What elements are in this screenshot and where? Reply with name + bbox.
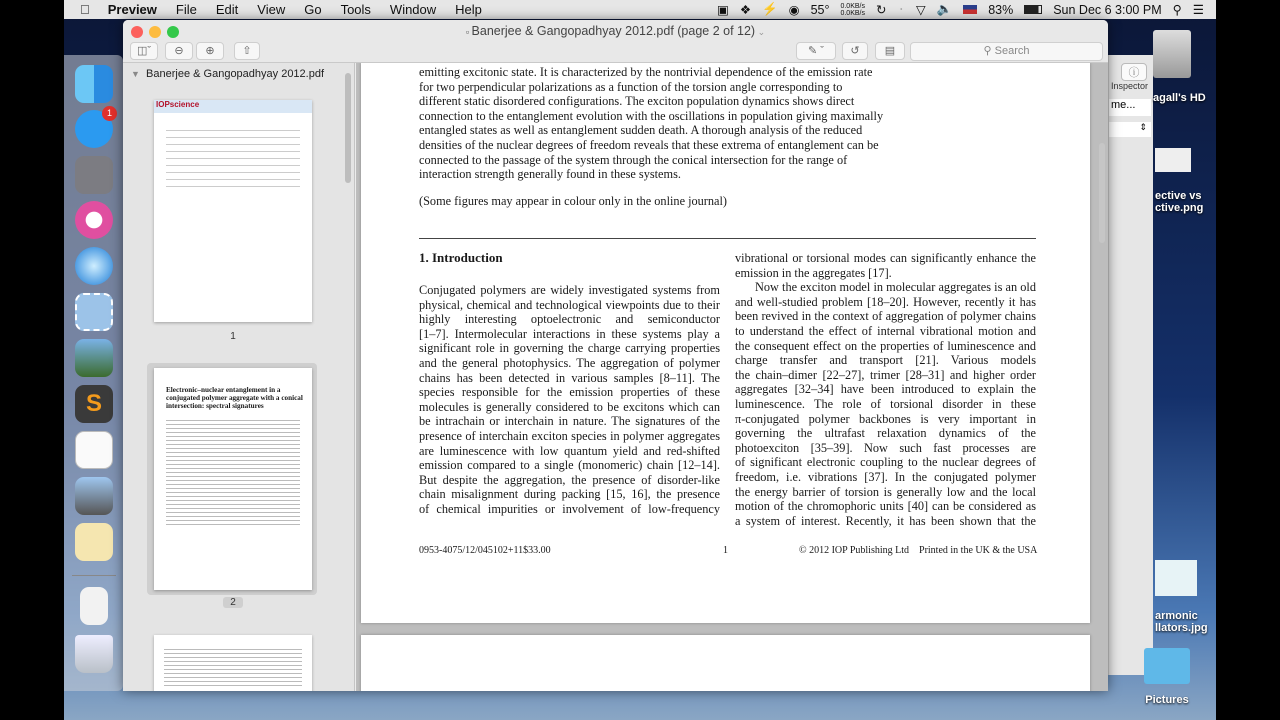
left-column-line: chain misalignment during packing [15, 16], the presence [419,487,720,502]
right-column-line: motion of the chromophoric units [40] can be considered as [735,499,1036,514]
toolbar [123,42,1108,63]
menu-app-preview[interactable]: Preview [98,2,148,17]
right-column-line: photoexciton [35–39]. Now such fast processes are [735,440,1036,455]
share-button[interactable]: ⇧ [234,42,260,60]
page-number-2: 2 [223,597,243,608]
finder-icon[interactable] [75,65,113,103]
hard-drive-icon [1153,30,1191,78]
net-up: 0.0KB/s [840,2,865,10]
textedit-icon[interactable] [75,431,113,469]
search-icon: ⚲ [983,45,995,57]
itunes-icon[interactable] [75,201,113,239]
right-column-line: been revived in the context of aggregation of polymer chains [735,309,1036,324]
left-column-line: physical, chemical and technological viewpoints due to their [419,297,720,312]
volume-icon[interactable]: 🔈 [936,2,953,16]
folder-label: Pictures [1145,694,1189,706]
menu-bar [64,0,1216,19]
right-column-line: the consequent effect on the properties of luminescence and [735,338,1036,353]
apple-menu-icon[interactable] [80,2,90,17]
zoom-out-button[interactable]: ⊖ [165,42,193,60]
clock[interactable]: Sun Dec 6 3:00 PM [1053,2,1162,17]
inspector-panel [1108,55,1153,675]
preview-icon[interactable] [75,339,113,377]
inspector-label: Inspector [1111,81,1149,91]
desktop-hd[interactable] [1153,30,1219,104]
sidebar-toggle-button[interactable]: ◫ˇ [130,42,158,60]
abstract-line: densities of the nuclear degrees of freedom reveals that these extrema of entanglement can be [419,138,879,152]
page-thumbnail-3[interactable] [154,635,312,691]
dock [64,55,123,691]
network-speed[interactable] [840,3,865,17]
info-icon[interactable]: ⓘ [1121,63,1147,81]
right-column-line: governing the ultrafast relaxation dynamics of the [735,426,1036,441]
disclosure-triangle-icon[interactable]: ▼ [131,69,140,79]
window-title-text: Banerjee & Gangopadhyay 2012.pdf (page 2 of 12) [471,24,756,38]
thumb-iop-header [154,100,312,113]
notification-center-icon[interactable]: ☰ [1192,3,1204,17]
abstract-line: entangled states as well as entanglement sudden death. A thorough analysis of the reduced [419,123,863,138]
dropbox-icon[interactable]: ❖ [739,3,752,17]
iop-logo: IOPscience [156,100,200,109]
pdf-page-2 [361,63,1090,623]
pdf-page-3 [361,635,1090,691]
right-column-line: emission in the aggregates [17]. [735,265,892,280]
chevron-down-icon: ⌄ [755,27,766,37]
title-bar [123,20,1108,42]
colour-note: (Some figures may appear in colour only in the online journal) [419,194,728,208]
app-store-icon[interactable] [75,110,113,148]
abstract-line: interaction strength generally found in these systems. [419,167,681,182]
thumb2-title: Electronic–nuclear entanglement in a conjugated polymer aggregate with a conical intersection: spectral signatures [166,386,303,410]
right-column-line: and well-studied problem [18–20]. However, recently it has [735,294,1036,309]
hd-label: agall's HD [1153,92,1206,104]
left-column-line: of chemical impurities or involvement of low-frequency [419,502,720,516]
right-column-line: the energy barrier of torsion is generally low and the local [735,484,1036,499]
abstract-line: emitting excitonic state. It is characterized by the nontrivial dependence of the emission rate [419,65,873,79]
thumb-text [166,418,300,528]
right-column-line: charge transfer and transport [21]. Various models [735,353,1036,368]
safari-icon[interactable] [75,247,113,285]
left-column-line: species responsible for the emission properties of these [419,385,720,400]
menu-window[interactable]: Window [380,2,427,17]
rotate-button[interactable]: ↺ [842,42,868,60]
left-column-line: molecules is generally considered to be excitons which can [419,399,720,414]
right-column-line: Now the exciton model in molecular aggregates is an old [755,280,1036,295]
page-thumbnail-2[interactable] [154,368,312,590]
zoom-in-button[interactable]: ⊕ [196,42,224,60]
section-rule [419,238,1036,239]
markup-pen-button[interactable]: ✎ ˇ [796,42,836,60]
name-field[interactable]: me... [1109,99,1151,116]
screen-record-icon[interactable]: ▣ [717,3,729,17]
right-column-line: of significant electronic coupling to the nuclear degrees of [735,455,1036,470]
imovie-icon[interactable] [75,477,113,515]
weather-temp[interactable]: 55° [810,2,830,17]
left-column-line: presence of interchain exciton species in polymer aggregates [419,429,720,443]
net-down: 0.0KB/s [840,9,865,17]
left-column-line: Conjugated polymers are widely investigated systems from [419,283,720,297]
documents-stack-icon[interactable] [80,587,108,625]
app-store-badge: 1 [102,106,117,121]
desktop-pictures-folder[interactable] [1132,648,1202,706]
menu-help[interactable]: Help [445,2,473,17]
abstract-line: connection to the entanglement evolution with the oscillations in population giving maximally [419,108,884,123]
desktop-jpg-file[interactable] [1155,560,1221,634]
system-preferences-icon[interactable] [75,156,113,194]
left-column-line: But despite the aggregation, the presence of disorder-like [419,472,720,487]
png-label: ective vs ctive.png [1155,190,1204,214]
right-column-line: aggregates [32–34] have been introduced to explain the [735,382,1036,397]
document-scrollbar[interactable] [1099,143,1105,243]
sublime-text-icon[interactable]: S [75,385,113,423]
trash-icon[interactable] [75,635,113,673]
section-heading: 1. Introduction [419,250,503,265]
battery-percent[interactable]: 83% [988,2,1014,17]
battery-icon [1024,5,1042,14]
thumb-text [164,647,302,687]
thumbnail-sidebar [123,63,355,691]
left-column-line: [1–7]. Intermolecular interactions in these systems play a [419,326,720,341]
right-column-line: the chain–dimer [22–27], trimer [28–31] and higher order [735,367,1036,382]
page-number-1: 1 [230,331,236,342]
abstract-line: connected to the passage of the system through the conical intersection for the range of [419,152,848,167]
menu-edit[interactable]: Edit [206,2,229,17]
pdf-file-icon: ▫ [465,27,472,37]
image-thumbnail-icon [1155,560,1197,596]
sidebar-scrollbar[interactable] [345,73,351,183]
right-column-line: π-conjugated polymer backbones is very important in [735,411,1036,426]
menu-view[interactable]: View [247,2,276,17]
document-view [356,63,1108,691]
left-column-line: are luminescence with low quantum yield and red-shifted [419,443,720,458]
menu-go[interactable]: Go [294,2,312,17]
left-column-line: chains has been detected in various samples [8–11]. The [419,370,720,385]
search-placeholder: Search [994,45,1030,57]
thumb-text [166,127,300,187]
stepper-select[interactable]: ⇕ [1109,122,1151,137]
flag-icon[interactable] [963,5,977,14]
window-title[interactable] [123,24,1108,38]
bolt-icon[interactable]: ⚡ [762,2,778,16]
folder-icon [1144,648,1190,684]
pages-icon[interactable] [75,523,113,561]
right-column-line: to understand the effect of internal vibrational motion and [735,324,1036,338]
toolbox-button[interactable]: ▤ [875,42,905,60]
abstract-line: different static disordered configurations. The exciton population dynamics shows direct [419,94,855,109]
left-column-line: be intrachain or interchain in nature. The signatures of the [419,414,720,429]
left-column-line: highly interesting optoelectronic and semiconductor [419,312,720,327]
left-column-line: significant role in governing the charge carrying properties [419,341,720,356]
sidebar-file-name: Banerjee & Gangopadhyay 2012.pdf [146,68,325,80]
footer-copyright: © 2012 IOP Publishing Ltd Printed in the UK & the USA [799,545,1038,556]
abstract-line: for two perpendicular polarizations as a function of the torsion angle corresponding to [419,79,843,94]
search-input[interactable] [910,42,1103,61]
wifi-icon[interactable]: ▽ [915,3,926,17]
footer-page-number: 1 [723,545,728,556]
spotlight-icon[interactable]: ⚲ [1172,3,1182,17]
right-column-line: a system of interest. Recently, it has been shown that the [735,513,1036,528]
jpg-label: armonic llators.jpg [1155,610,1208,634]
right-column-line: freedom, i.e. vibrations [37]. In the conjugated polymer [735,470,1036,484]
preview-window [123,20,1108,691]
desktop-png-file[interactable] [1155,148,1221,214]
right-column-line: luminescence. The role of torsional disorder in these [735,397,1036,411]
footer-issn: 0953-4075/12/045102+11$33.00 [419,545,551,556]
menu-file[interactable]: File [166,2,188,17]
image-thumbnail-icon [1155,148,1191,172]
status-icon[interactable]: ◉ [788,3,800,17]
left-column-line: emission compared to a single (monomeric) chain [12–14]. [419,458,720,473]
page-thumbnail-1[interactable] [154,100,312,322]
left-column-line: and the general photophysics. The aggregation of polymer [419,356,720,370]
bluetooth-icon[interactable]: ᛫ [897,2,905,17]
time-machine-icon[interactable]: ↻ [875,3,887,17]
sidebar-file-header[interactable] [131,68,324,80]
mail-icon[interactable] [75,293,113,331]
right-column-line: vibrational or torsional modes can significantly enhance the [735,251,1036,265]
menu-tools[interactable]: Tools [330,2,362,17]
dock-divider [72,575,116,576]
